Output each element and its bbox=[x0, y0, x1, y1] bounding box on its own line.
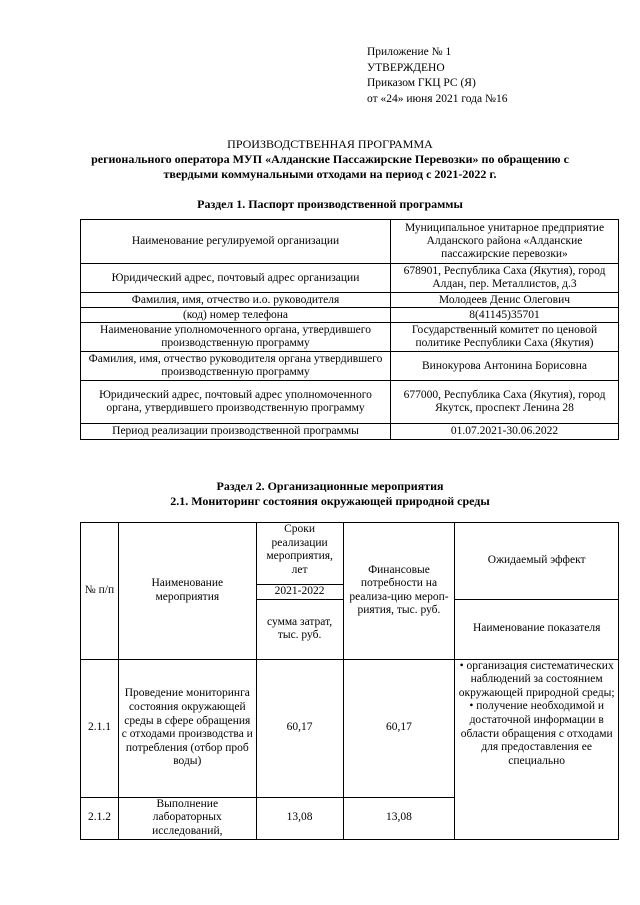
table-cell: Юридический адрес, почтовый адрес уполномоченного органа, утвердившего производственную программу bbox=[81, 381, 391, 424]
row-name: Проведение мониторинга состояния окружающей среды в сфере обращения с отходами производства и потребления (отбор проб воды) bbox=[118, 659, 256, 797]
section2-subheading: 2.1. Мониторинг состояния окружающей природной среды bbox=[170, 494, 490, 508]
table-cell: Фамилия, имя, отчество и.о. руководителя bbox=[81, 293, 391, 308]
passport-table bbox=[80, 219, 619, 440]
table-row bbox=[81, 264, 619, 293]
table-cell: Фамилия, имя, отчество руководителя органа утвердившего производственную программу bbox=[81, 352, 391, 381]
section2-heading-block bbox=[60, 479, 600, 509]
table-cell: Период реализации производственной программы bbox=[81, 424, 391, 440]
table-cell: Государственный комитет по ценовой политике Республики Саха (Якутия) bbox=[391, 323, 619, 352]
row-number: 2.1.2 bbox=[81, 797, 119, 839]
row-finance: 13,08 bbox=[343, 797, 455, 839]
approval-line: от «24» июня 2021 года №16 bbox=[367, 92, 508, 105]
header-name: Наименование мероприятия bbox=[118, 523, 256, 660]
table-cell: 678901, Республика Саха (Якутия), город Алдан, пер. Металлистов, д.3 bbox=[391, 264, 619, 293]
section2-heading: Раздел 2. Организационные мероприятия bbox=[216, 479, 444, 493]
row-cost: 60,17 bbox=[256, 659, 343, 797]
table-cell: 8(41145)35701 bbox=[391, 308, 619, 323]
table-cell: Наименование регулируемой организации bbox=[81, 220, 391, 264]
table-row bbox=[81, 659, 619, 797]
program-subtitle: регионального оператора МУП «Алданские Пассажирские Перевозки» по обращению с bbox=[91, 152, 569, 166]
table-cell: Винокурова Антонина Борисовна bbox=[391, 352, 619, 381]
table-cell: 01.07.2021-30.06.2022 bbox=[391, 424, 619, 440]
row-finance: 60,17 bbox=[343, 659, 455, 797]
row-name: Выполнение лабораторных исследований, bbox=[118, 797, 256, 839]
header-terms: Сроки реализации мероприятия, лет bbox=[256, 523, 343, 585]
measures-table bbox=[80, 522, 619, 840]
section1-heading: Раздел 1. Паспорт производственной программы bbox=[197, 197, 463, 211]
table-row bbox=[81, 424, 619, 440]
header-years: 2021-2022 bbox=[256, 585, 343, 600]
table-cell: Наименование уполномоченного органа, утвердившего производственную программу bbox=[81, 323, 391, 352]
table-cell: Молодеев Денис Олегович bbox=[391, 293, 619, 308]
expected-effect: • организация систематических наблюдений за состоянием окружающей природной среды; • получение необходимой и достаточной информации в области обращения с отходами для предоставления ее специально bbox=[455, 659, 619, 839]
approval-line: Приложение № 1 bbox=[367, 46, 452, 58]
table-cell: 677000, Республика Саха (Якутия), город Якутск, проспект Ленина 28 bbox=[391, 381, 619, 424]
approval-line: Приказом ГКЦ РС (Я) bbox=[367, 77, 476, 89]
header-indicator: Наименование показателя bbox=[455, 599, 619, 659]
program-title-block bbox=[60, 137, 600, 182]
approval-stamp bbox=[367, 45, 507, 107]
table-cell: Юридический адрес, почтовый адрес организации bbox=[81, 264, 391, 293]
header-effect: Ожидаемый эффект bbox=[455, 523, 619, 600]
row-number: 2.1.1 bbox=[81, 659, 119, 797]
table-row bbox=[81, 352, 619, 381]
table-row bbox=[81, 308, 619, 323]
table-cell: (код) номер телефона bbox=[81, 308, 391, 323]
header-cost: сумма затрат, тыс. руб. bbox=[256, 599, 343, 659]
table-row bbox=[81, 323, 619, 352]
header-finance: Финансовые потребности на реализа-цию мероп-риятия, тыс. руб. bbox=[343, 523, 455, 660]
row-cost: 13,08 bbox=[256, 797, 343, 839]
table-row bbox=[81, 220, 619, 264]
table-row bbox=[81, 381, 619, 424]
table-row bbox=[81, 293, 619, 308]
program-subtitle: твердыми коммунальными отходами на период с 2021-2022 г. bbox=[163, 167, 497, 181]
header-num: № п/п bbox=[81, 523, 119, 660]
table-cell: Муниципальное унитарное предприятие Алданского района «Алданские пассажирские перевозки» bbox=[391, 220, 619, 264]
program-title: ПРОИЗВОДСТВЕННАЯ ПРОГРАММА bbox=[227, 137, 433, 151]
approval-line: УТВЕРЖДЕНО bbox=[367, 61, 445, 74]
table-row bbox=[81, 523, 619, 585]
